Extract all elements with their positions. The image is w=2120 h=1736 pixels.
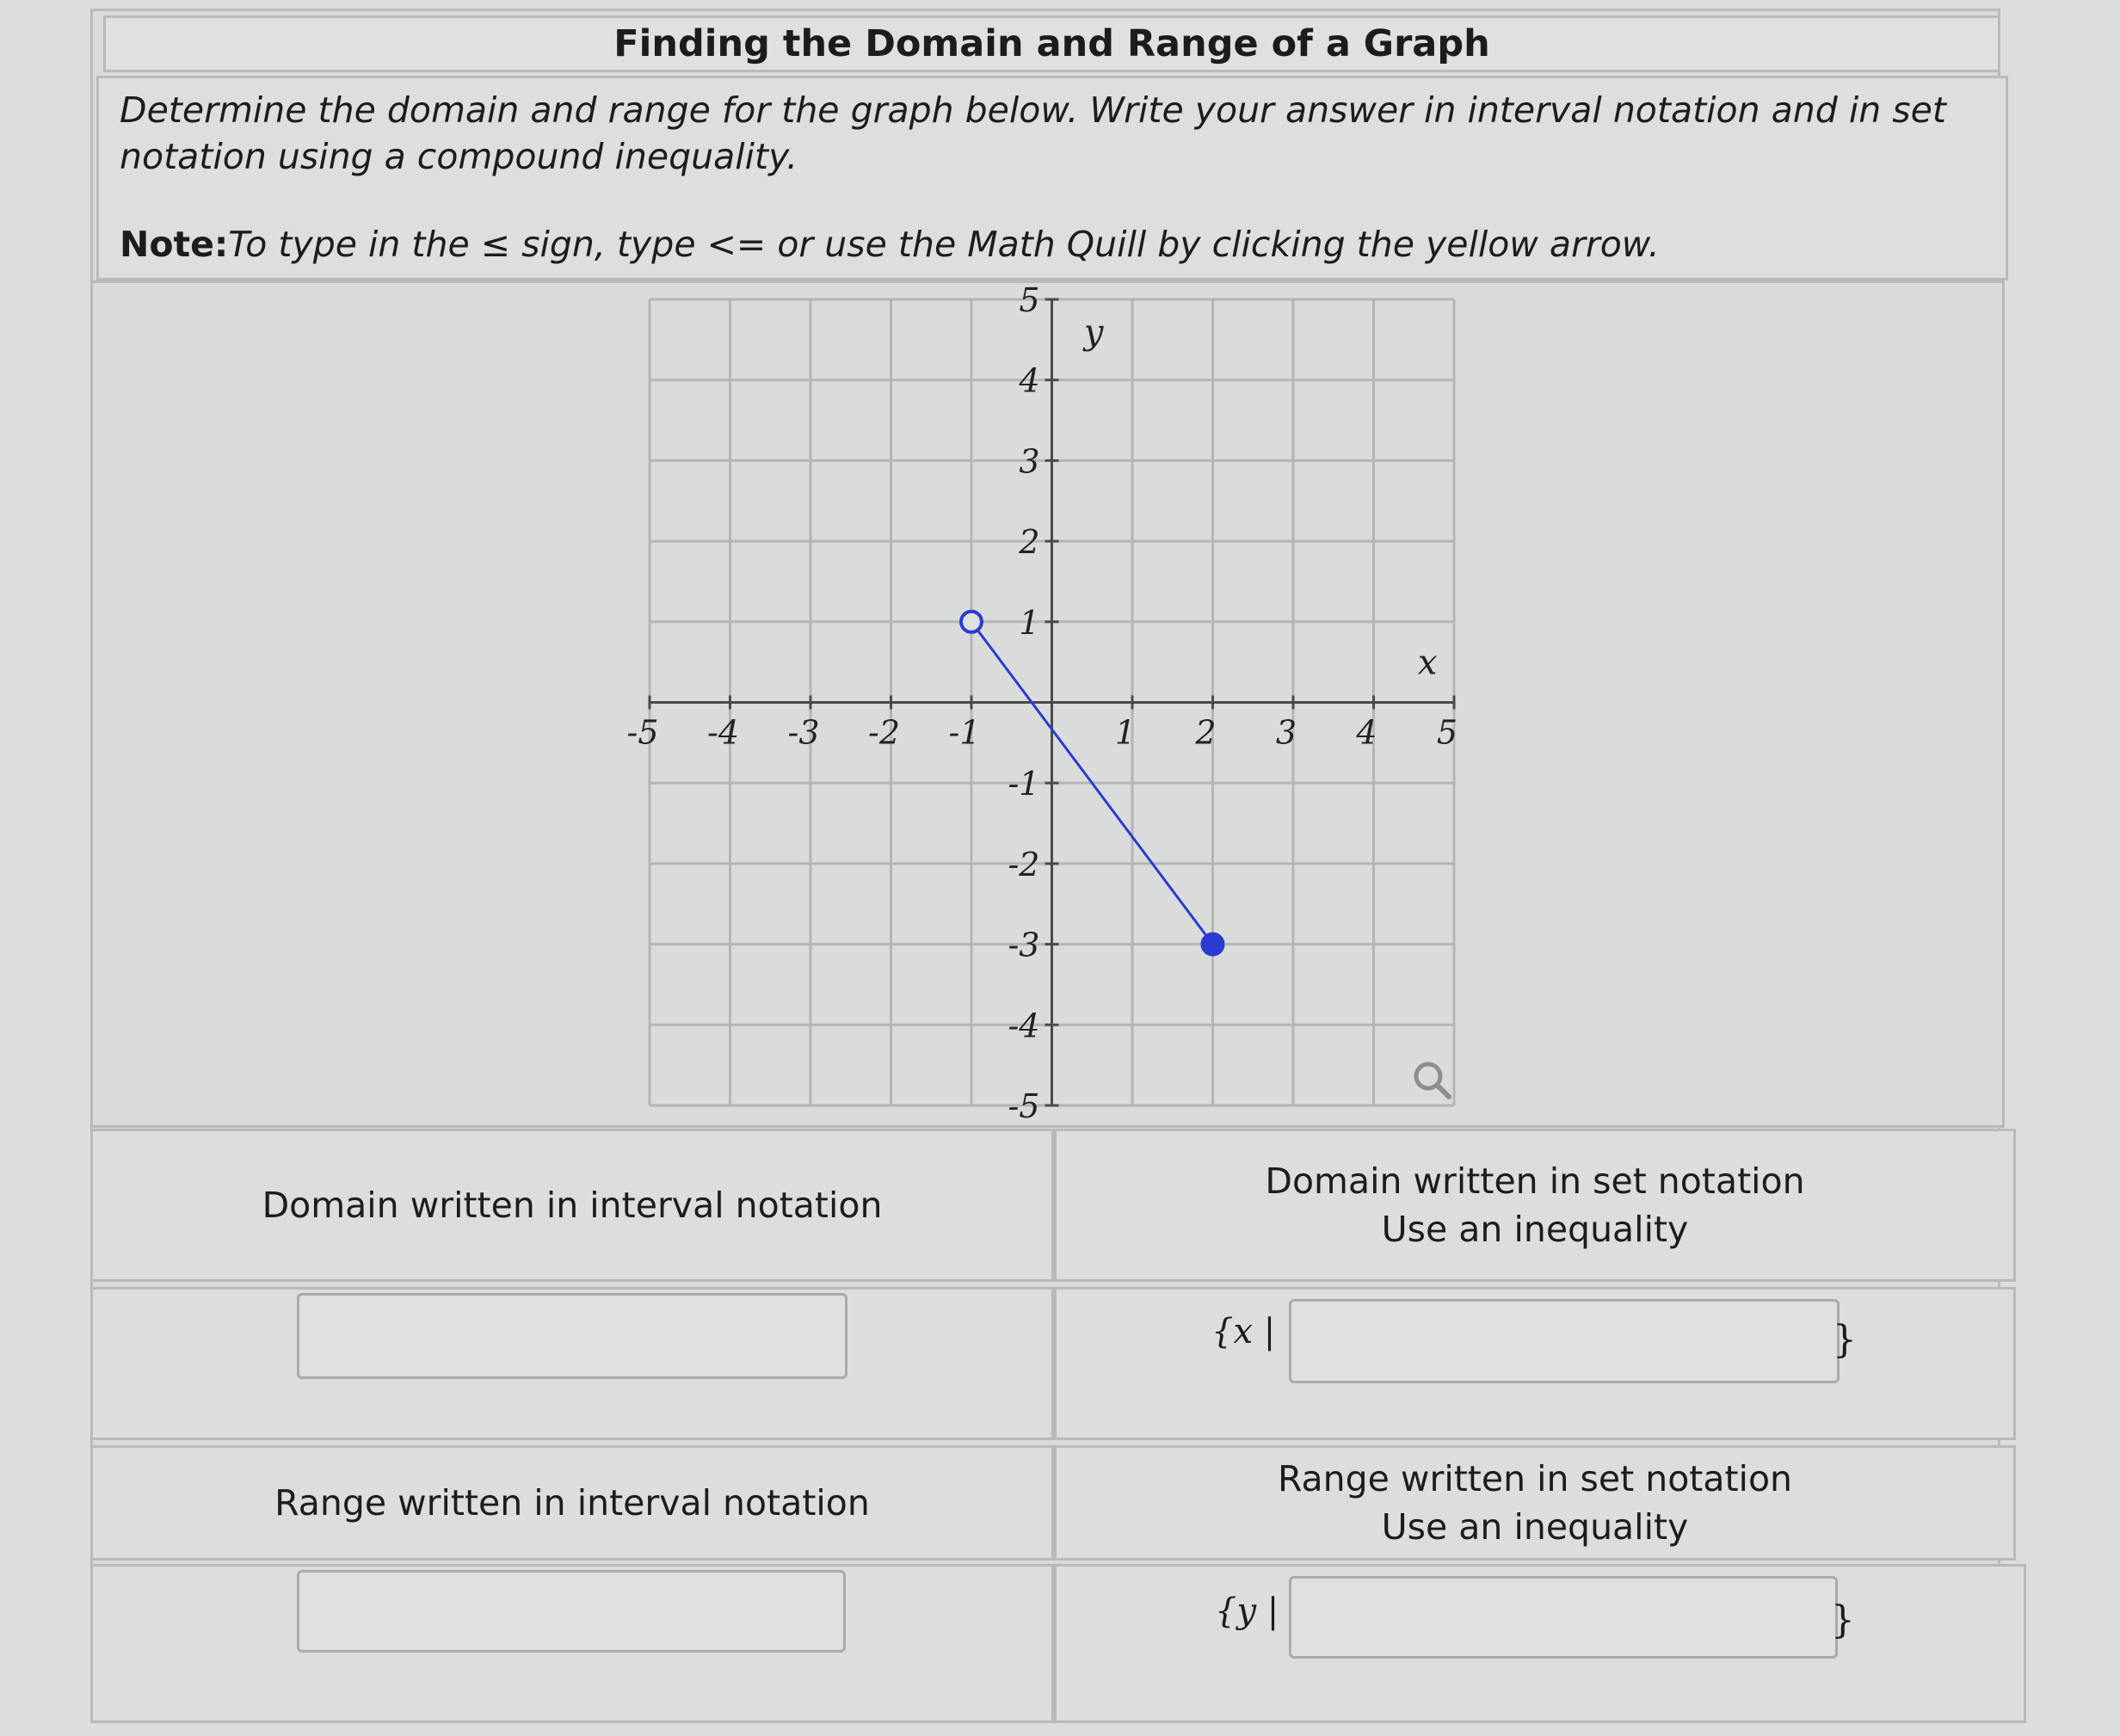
y-tick-label: 5 [1019, 281, 1040, 319]
y-tick-label: 2 [1019, 523, 1040, 562]
instructions-panel [96, 76, 2008, 280]
note-label: Note: [120, 224, 229, 265]
x-tick-label: 5 [1436, 713, 1458, 752]
magnifier-icon[interactable] [1416, 1064, 1449, 1097]
domain-set-header [1054, 1129, 2016, 1282]
domain-set-input[interactable] [1289, 1299, 1840, 1383]
x-tick-label: 2 [1195, 713, 1217, 752]
domain-interval-header [90, 1129, 1054, 1282]
y-tick-label: 1 [1019, 603, 1040, 642]
domain-interval-input[interactable] [297, 1293, 847, 1379]
y-tick-label: -2 [1008, 845, 1040, 883]
range-set-hint: Use an inequality [1381, 1506, 1689, 1548]
range-interval-input[interactable] [297, 1570, 846, 1653]
x-tick-label: 3 [1275, 713, 1297, 752]
y-tick-label: -1 [1008, 765, 1040, 803]
axes [650, 299, 1454, 1105]
x-tick-label: 1 [1114, 713, 1137, 752]
range-interval-header [90, 1445, 1054, 1561]
x-tick-label: -5 [626, 713, 659, 752]
range-set-input[interactable] [1289, 1576, 1838, 1659]
y-tick-label: -4 [1008, 1007, 1040, 1045]
page-title: Finding the Domain and Range of a Graph [103, 15, 2000, 72]
x-axis-label: x [1417, 643, 1438, 683]
y-tick-label: 3 [1019, 442, 1040, 481]
x-tick-label: -3 [787, 713, 820, 752]
y-tick-label: -5 [1008, 1087, 1040, 1125]
note-body: To type in the ≤ sign, type <= or use the Math Quill by clicking the yellow arrow. [228, 224, 1660, 265]
open-endpoint [961, 612, 982, 632]
coordinate-graph [626, 281, 1471, 1127]
x-tick-label: -2 [867, 713, 901, 752]
closed-endpoint [1203, 934, 1223, 955]
note-text [120, 221, 1985, 268]
range-set-header [1054, 1445, 2016, 1561]
x-tick-label: -4 [706, 713, 740, 752]
y-tick-label: -3 [1008, 926, 1040, 964]
y-axis-label: y [1083, 312, 1104, 353]
domain-set-prefix: {x | [1211, 1312, 1276, 1351]
range-set-prefix: {y | [1215, 1591, 1279, 1631]
y-tick-label: 4 [1019, 361, 1040, 400]
instructions-text: Determine the domain and range for the graph below. Write your answer in interval notation and in set notation using a compound inequality. [120, 89, 1946, 177]
range-set-label: Range written in set notation [1277, 1458, 1793, 1499]
x-tick-label: 4 [1356, 713, 1377, 752]
range-interval-label: Range written in interval notation [274, 1482, 870, 1524]
domain-set-suffix: } [1833, 1318, 1857, 1362]
domain-set-label: Domain written in set notation [1265, 1160, 1805, 1202]
range-set-suffix: } [1831, 1598, 1855, 1642]
domain-set-hint: Use an inequality [1381, 1209, 1689, 1250]
domain-interval-label: Domain written in interval notation [262, 1185, 883, 1226]
x-tick-label: -1 [948, 713, 981, 752]
